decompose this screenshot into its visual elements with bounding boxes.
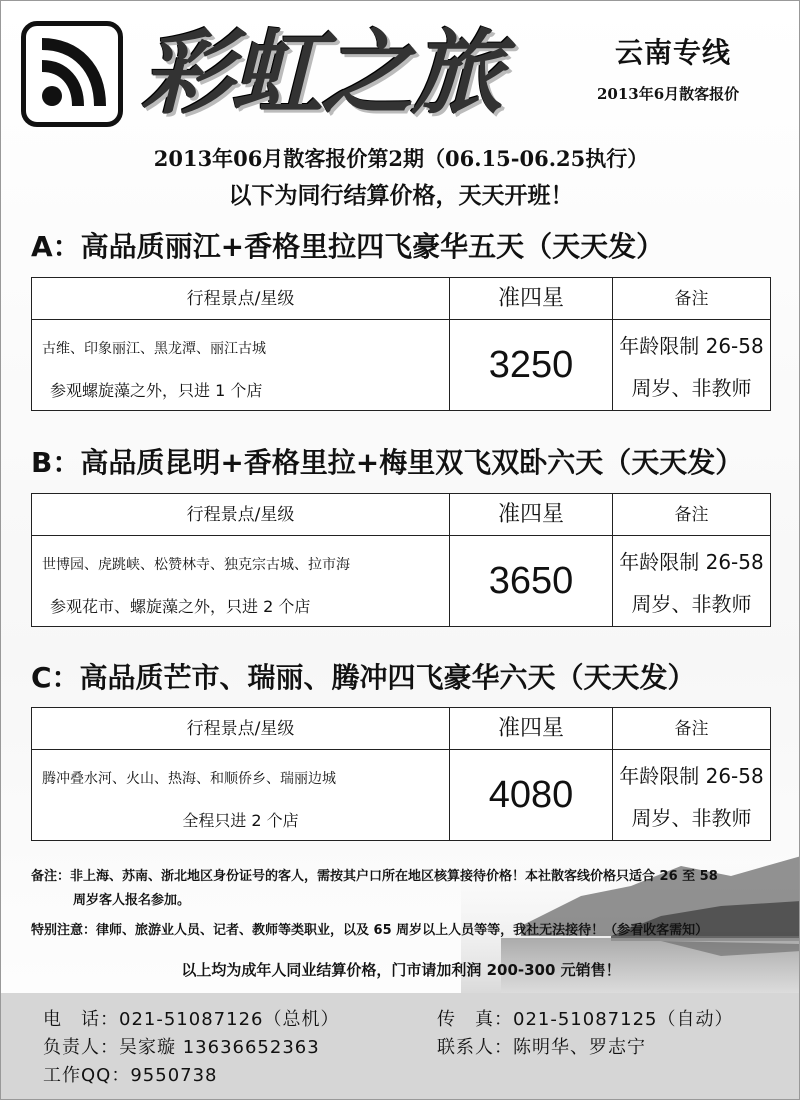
- rainbow-logo-icon: [36, 36, 108, 112]
- col-note: 备注: [674, 719, 709, 739]
- logo: [21, 21, 123, 127]
- price: 3650: [488, 560, 574, 602]
- notice-period: 2013年06月散客报价第2期（06.15-06.25执行）: [153, 146, 649, 171]
- section-c-title: C：高品质芒市、瑞丽、腾冲四飞豪华六天（天天发）: [31, 661, 696, 694]
- table-header-row: [32, 278, 770, 320]
- col-star: 准四星: [497, 716, 564, 741]
- col-itinerary: 行程景点/星级: [186, 505, 295, 525]
- brand-title: 彩虹之旅: [141, 19, 502, 127]
- shop-info: 参观花市、螺旋藻之外，只进 2 个店: [50, 597, 311, 616]
- section-b-title: B：高品质昆明+香格里拉+梅里双飞双卧六天（天天发）: [31, 446, 744, 479]
- shop-info: 全程只进 2 个店: [182, 811, 299, 830]
- work-qq: 工作QQ：9550738: [43, 1065, 218, 1086]
- col-star: 准四星: [497, 502, 564, 527]
- remark-line-2: 周岁客人报名参加。: [73, 893, 191, 908]
- line-subtitle: 2013年6月散客报价: [597, 85, 740, 103]
- col-star: 准四星: [497, 286, 564, 311]
- table-header-row: [32, 494, 770, 536]
- section-a-title: A：高品质丽江+香格里拉四飞豪华五天（天天发）: [31, 230, 665, 263]
- age-limit-detail: 周岁、非教师: [631, 806, 752, 830]
- contact-bar: [1, 993, 800, 1100]
- age-limit-detail: 周岁、非教师: [631, 376, 752, 400]
- section-c-table: [31, 707, 771, 841]
- col-itinerary: 行程景点/星级: [186, 289, 295, 309]
- col-itinerary: 行程景点/星级: [186, 719, 295, 739]
- itinerary-spots: 腾冲叠水河、火山、热海、和顺侨乡、瑞丽边城: [42, 771, 336, 787]
- shop-info: 参观螺旋藻之外，只进 1 个店: [50, 381, 263, 400]
- fax-number: 传 真：021-51087125（自动）: [437, 1009, 734, 1030]
- header: [1, 1, 800, 141]
- price: 3250: [488, 344, 574, 386]
- itinerary-spots: 世博园、虎跳峡、松赞林寺、独克宗古城、拉市海: [42, 557, 350, 573]
- section-b-table: [31, 493, 771, 627]
- special-notice: 特别注意：律师、旅游业人员、记者、教师等类职业，以及 65 周岁以上人员等等，我社无法接待！（参看收客需知）: [31, 923, 709, 938]
- section-a-table: [31, 277, 771, 411]
- age-limit-detail: 周岁、非教师: [631, 592, 752, 616]
- line-name: 云南专线: [615, 36, 732, 69]
- col-note: 备注: [674, 289, 709, 309]
- price: 4080: [488, 774, 574, 816]
- age-limit: 年龄限制 26-58: [619, 334, 764, 358]
- remark-line-1: 备注：非上海、苏南、浙北地区身份证号的客人，需按其户口所在地区核算接待价格！本社散客线价格只适合 26 至 58: [31, 869, 718, 884]
- itinerary-spots: 古维、印象丽江、黑龙潭、丽江古城: [42, 341, 266, 357]
- table-row: [32, 750, 770, 840]
- contact-persons: 联系人：陈明华、罗志宁: [437, 1037, 646, 1058]
- pricing-note: 以上均为成年人同业结算价格，门市请加利润 200-300 元销售！: [181, 961, 621, 979]
- table-row: [32, 320, 770, 410]
- notice-settlement: 以下为同行结算价格，天天开班！: [228, 182, 574, 209]
- col-note: 备注: [674, 505, 709, 525]
- manager-contact: 负责人：吴家璇 13636652363: [43, 1037, 320, 1058]
- table-header-row: [32, 708, 770, 750]
- age-limit: 年龄限制 26-58: [619, 764, 764, 788]
- phone-number: 电 话：021-51087126（总机）: [43, 1009, 340, 1030]
- age-limit: 年龄限制 26-58: [619, 550, 764, 574]
- table-row: [32, 536, 770, 626]
